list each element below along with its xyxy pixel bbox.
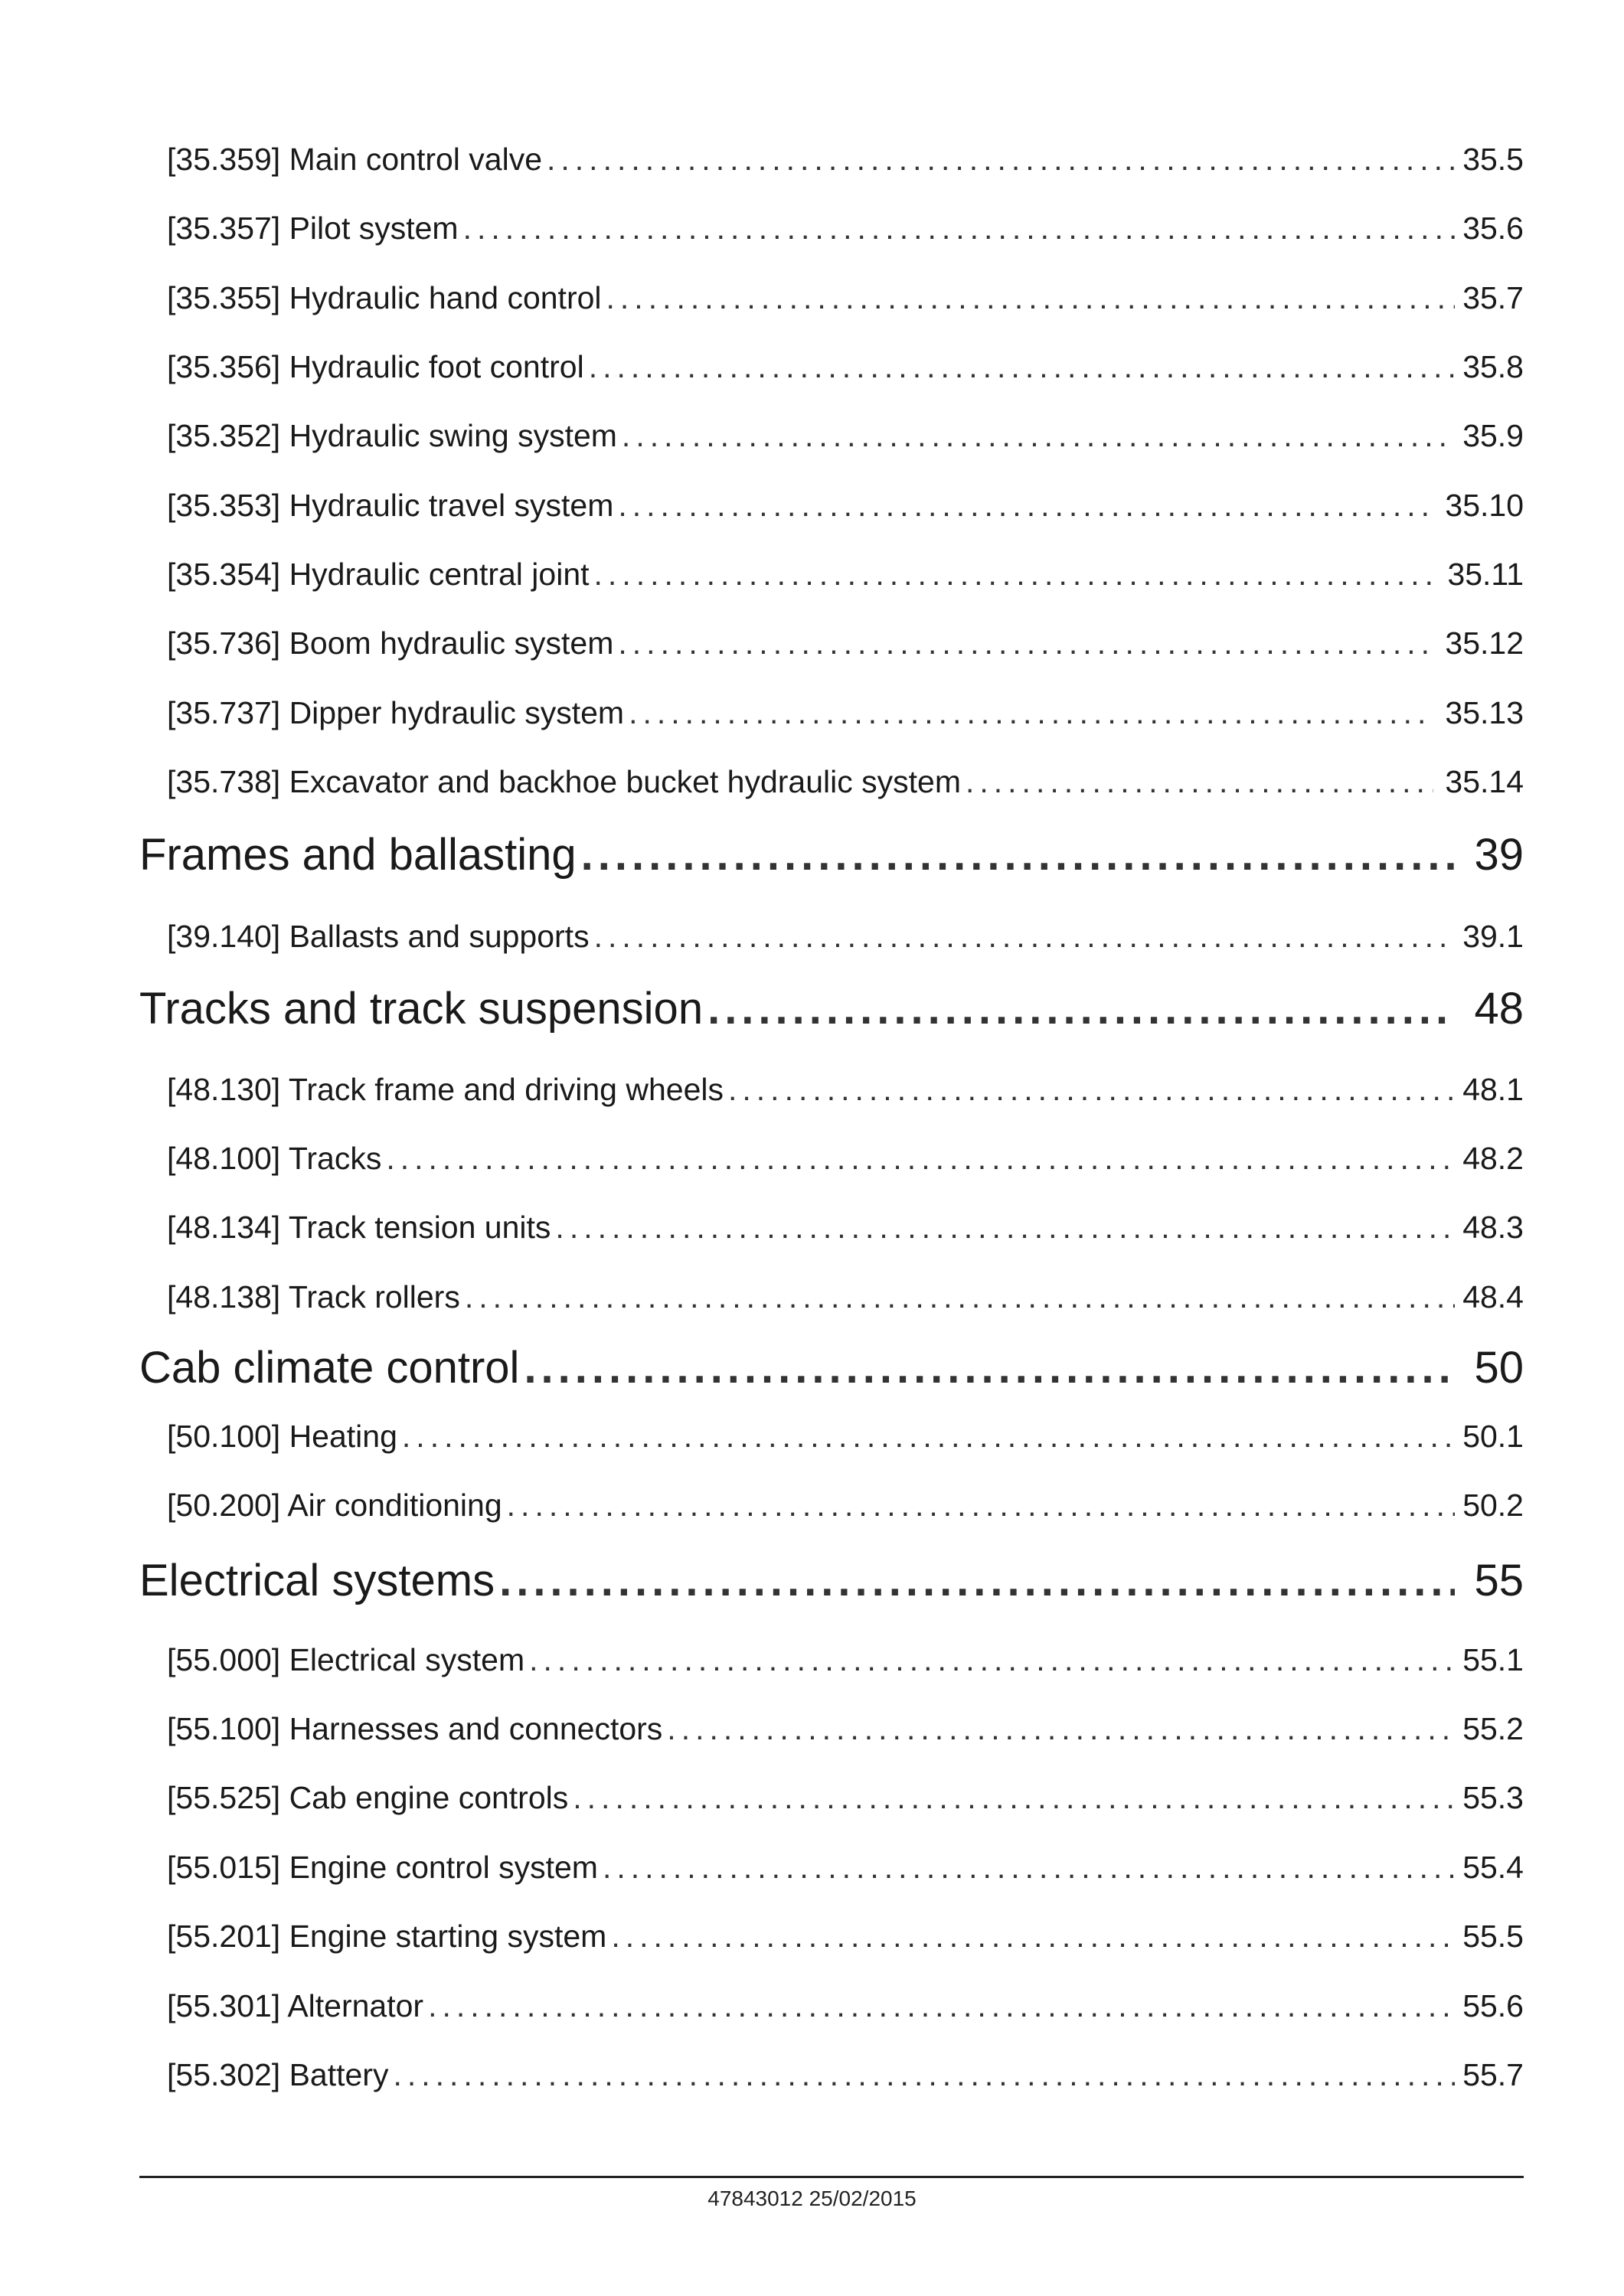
toc-entry-title: [55.015] Engine control system [167, 1850, 598, 1885]
toc-entry[interactable] [167, 1987, 1524, 2025]
toc-entry[interactable] [167, 1208, 1524, 1246]
toc-entry-page: 55.7 [1462, 2057, 1524, 2092]
toc-entry-page: 35.6 [1462, 211, 1524, 246]
toc-section[interactable] [139, 1341, 1524, 1395]
dot-leader [524, 1341, 1455, 1395]
toc-section-page: 39 [1474, 830, 1524, 880]
toc-entry[interactable] [167, 1710, 1524, 1748]
dot-leader [622, 416, 1455, 455]
dot-leader [728, 1070, 1455, 1109]
dot-leader [499, 1554, 1455, 1608]
toc-entry-page: 50.1 [1462, 1419, 1524, 1454]
toc-section-page: 48 [1474, 984, 1524, 1034]
toc-entry-title: [35.352] Hydraulic swing system [167, 418, 617, 453]
toc-entry[interactable] [167, 1139, 1524, 1177]
toc-entry-title: [55.301] Alternator [167, 1988, 424, 2023]
toc-entry-page: 35.13 [1445, 695, 1524, 730]
toc-entry[interactable] [167, 1070, 1524, 1109]
toc-entry[interactable] [167, 209, 1524, 247]
dot-leader [465, 1278, 1455, 1316]
toc-entry[interactable] [167, 1778, 1524, 1817]
toc-entry-title: [35.359] Main control valve [167, 142, 542, 177]
toc-entry-title: [50.100] Heating [167, 1419, 397, 1454]
dot-leader [555, 1208, 1455, 1246]
dot-leader [428, 1987, 1455, 2025]
toc-entry[interactable] [167, 140, 1524, 178]
toc-entry[interactable] [167, 917, 1524, 955]
toc-section-page: 50 [1474, 1343, 1524, 1393]
dot-leader [667, 1710, 1455, 1748]
toc-entry[interactable] [167, 416, 1524, 455]
dot-leader [463, 209, 1455, 247]
dot-leader [589, 348, 1455, 386]
toc-entry-title: [35.356] Hydraulic foot control [167, 349, 584, 384]
toc-entry-page: 55.6 [1462, 1988, 1524, 2023]
toc-entry[interactable] [167, 1486, 1524, 1524]
dot-leader [573, 1778, 1455, 1817]
toc-entry[interactable] [167, 1641, 1524, 1679]
dot-leader [581, 828, 1455, 882]
toc-entry-title: [35.357] Pilot system [167, 211, 459, 246]
toc-entry[interactable] [167, 2056, 1524, 2094]
toc-entry[interactable] [167, 694, 1524, 732]
toc-entry[interactable] [167, 348, 1524, 386]
toc-section[interactable] [139, 982, 1524, 1036]
toc-entry-page: 55.3 [1462, 1780, 1524, 1815]
toc-entry-page: 50.2 [1462, 1488, 1524, 1523]
toc-entry-page: 48.1 [1462, 1072, 1524, 1107]
dot-leader [618, 624, 1433, 662]
toc-entry-title: [48.100] Tracks [167, 1141, 382, 1176]
toc-entry-title: [35.355] Hydraulic hand control [167, 280, 602, 315]
dot-leader [629, 694, 1433, 732]
toc-section[interactable] [139, 828, 1524, 882]
dot-leader [393, 2056, 1455, 2094]
dot-leader [707, 982, 1455, 1036]
toc-entry-title: [55.201] Engine starting system [167, 1919, 607, 1954]
toc-section-title: Frames and ballasting [139, 830, 577, 880]
toc-section-page: 55 [1474, 1556, 1524, 1605]
toc-entry-title: [35.354] Hydraulic central joint [167, 557, 590, 592]
dot-leader [606, 279, 1455, 317]
footer-divider [139, 2176, 1524, 2178]
toc-entry-title: [48.130] Track frame and driving wheels [167, 1072, 724, 1107]
dot-leader [603, 1848, 1455, 1886]
toc-entry-title: [55.302] Battery [167, 2057, 389, 2092]
toc-entry[interactable] [167, 279, 1524, 317]
dot-leader [966, 763, 1433, 801]
dot-leader [547, 140, 1455, 178]
toc-entry[interactable] [167, 763, 1524, 801]
toc-entry-page: 39.1 [1462, 919, 1524, 954]
dot-leader [594, 917, 1455, 955]
toc-entry[interactable] [167, 486, 1524, 524]
dot-leader [618, 486, 1433, 524]
toc-entry-page: 48.3 [1462, 1210, 1524, 1245]
dot-leader [529, 1641, 1455, 1679]
dot-leader [594, 555, 1433, 593]
toc-entry-title: [55.100] Harnesses and connectors [167, 1711, 663, 1746]
toc-entry-page: 35.7 [1462, 280, 1524, 315]
toc-section-title: Cab climate control [139, 1343, 520, 1393]
toc-entry-page: 35.10 [1445, 488, 1524, 523]
toc-entry-page: 35.8 [1462, 349, 1524, 384]
toc-entry-title: [35.353] Hydraulic travel system [167, 488, 614, 523]
toc-entry-page: 48.4 [1462, 1279, 1524, 1315]
toc-entry-page: 35.14 [1445, 764, 1524, 799]
toc-entry-page: 35.12 [1445, 625, 1524, 661]
toc-entry[interactable] [167, 1917, 1524, 1955]
toc-entry[interactable] [167, 1417, 1524, 1455]
toc-entry-title: [48.134] Track tension units [167, 1210, 551, 1245]
toc-entry-page: 55.1 [1462, 1642, 1524, 1677]
toc-section-title: Electrical systems [139, 1556, 495, 1605]
dot-leader [402, 1417, 1455, 1455]
toc-section[interactable] [139, 1554, 1524, 1608]
toc-entry[interactable] [167, 1848, 1524, 1886]
toc-entry-page: 35.11 [1447, 557, 1524, 592]
dot-leader [386, 1139, 1455, 1177]
toc-entry-page: 48.2 [1462, 1141, 1524, 1176]
dot-leader [611, 1917, 1455, 1955]
toc-section-title: Tracks and track suspension [139, 984, 704, 1034]
toc-entry-page: 55.5 [1462, 1919, 1524, 1954]
toc-entry-page: 35.9 [1462, 418, 1524, 453]
toc-entry[interactable] [167, 624, 1524, 662]
toc-entry-title: [55.525] Cab engine controls [167, 1780, 569, 1815]
toc-entry-title: [35.737] Dipper hydraulic system [167, 695, 625, 730]
toc-entry[interactable] [167, 555, 1524, 593]
toc-entry-title: [50.200] Air conditioning [167, 1488, 502, 1523]
toc-entry-page: 55.4 [1462, 1850, 1524, 1885]
toc-entry-page: 35.5 [1462, 142, 1524, 177]
toc-entry-title: [35.738] Excavator and backhoe bucket hydraulic system [167, 764, 961, 799]
toc-entry-title: [39.140] Ballasts and supports [167, 919, 590, 954]
footer-document-id: 47843012 25/02/2015 [707, 2187, 917, 2210]
toc-entry-page: 55.2 [1462, 1711, 1524, 1746]
toc-entry-title: [55.000] Electrical system [167, 1642, 525, 1677]
toc-entry[interactable] [167, 1278, 1524, 1316]
toc-entry-title: [48.138] Track rollers [167, 1279, 460, 1315]
toc-entry-title: [35.736] Boom hydraulic system [167, 625, 614, 661]
dot-leader [507, 1486, 1455, 1524]
